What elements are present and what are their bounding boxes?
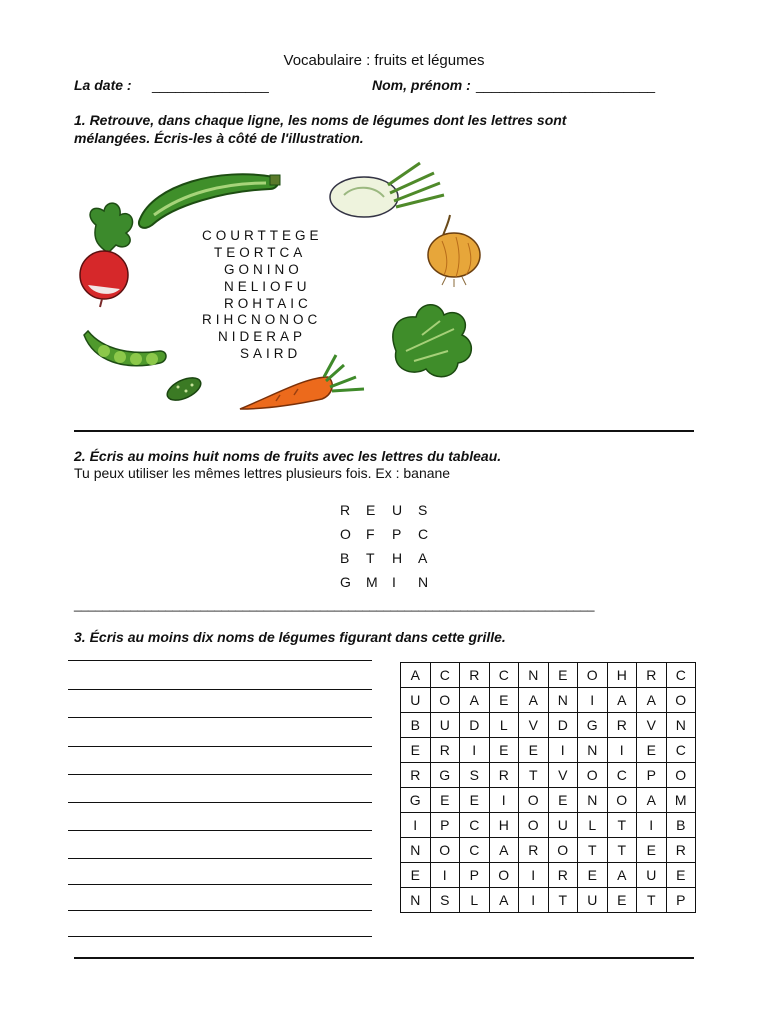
grid-cell[interactable]: C — [430, 663, 460, 688]
grid-cell[interactable]: D — [460, 713, 490, 738]
grid-cell[interactable]: P — [460, 863, 490, 888]
grid-cell[interactable]: N — [548, 688, 578, 713]
letter-cell: P — [392, 526, 402, 542]
grid-row — [401, 688, 696, 713]
grid-row — [401, 788, 696, 813]
grid-cell[interactable]: C — [460, 813, 490, 838]
grid-cell[interactable]: R — [489, 763, 519, 788]
grid-cell[interactable]: E — [519, 738, 549, 763]
grid-row — [401, 888, 696, 913]
grid-cell[interactable]: I — [607, 738, 637, 763]
grid-cell[interactable]: I — [578, 688, 608, 713]
exercise1-instruction-line2: mélangées. Écris-les à côté de l'illustration. — [74, 130, 364, 146]
grid-cell[interactable]: A — [489, 888, 519, 913]
grid-cell[interactable]: T — [637, 888, 667, 913]
grid-cell[interactable]: R — [430, 738, 460, 763]
scrambled-word-2: TEORTCA — [214, 245, 307, 260]
carrot-icon — [240, 355, 364, 409]
grid-cell[interactable]: L — [578, 813, 608, 838]
answer-line[interactable] — [68, 774, 372, 775]
letter-cell: M — [366, 574, 378, 590]
grid-cell[interactable]: E — [430, 788, 460, 813]
grid-cell[interactable]: T — [607, 838, 637, 863]
grid-cell[interactable]: E — [578, 863, 608, 888]
date-blank[interactable]: _______________ — [152, 77, 269, 93]
date-label: La date : — [74, 77, 132, 93]
grid-cell[interactable]: R — [401, 763, 431, 788]
grid-cell[interactable]: R — [666, 838, 696, 863]
letter-cell: U — [392, 502, 403, 518]
name-label: Nom, prénom : — [372, 77, 471, 93]
grid-cell[interactable]: R — [548, 863, 578, 888]
grid-cell[interactable]: T — [519, 763, 549, 788]
bottom-divider — [74, 957, 694, 959]
grid-cell[interactable]: I — [489, 788, 519, 813]
answer-line[interactable] — [68, 858, 372, 859]
grid-cell[interactable]: A — [489, 838, 519, 863]
page-title: Vocabulaire : fruits et légumes — [283, 52, 485, 69]
grid-cell[interactable]: C — [666, 738, 696, 763]
grid-cell[interactable]: I — [401, 813, 431, 838]
grid-row — [401, 863, 696, 888]
scrambled-word-3: GONINO — [224, 262, 303, 277]
answer-line[interactable] — [68, 830, 372, 831]
exercise2-subtext: Tu peux utiliser les mêmes lettres plusieurs fois. Ex : banane — [74, 465, 451, 481]
grid-cell[interactable]: A — [401, 663, 431, 688]
grid-cell[interactable]: U — [637, 863, 667, 888]
grid-cell[interactable]: I — [460, 738, 490, 763]
scrambled-word-5: ROHTAIC — [224, 296, 312, 311]
answer-line[interactable] — [68, 689, 372, 690]
grid-cell[interactable]: G — [401, 788, 431, 813]
grid-cell[interactable]: E — [548, 788, 578, 813]
grid-cell[interactable]: R — [519, 838, 549, 863]
lettuce-icon — [393, 305, 471, 377]
grid-cell[interactable]: T — [548, 888, 578, 913]
grid-row — [401, 663, 696, 688]
grid-cell[interactable]: S — [460, 763, 490, 788]
letters-row — [340, 522, 444, 546]
grid-cell[interactable]: O — [607, 788, 637, 813]
letter-cell: C — [418, 526, 429, 542]
letter-cell: E — [366, 502, 376, 518]
grid-cell[interactable]: C — [607, 763, 637, 788]
grid-cell[interactable]: I — [430, 863, 460, 888]
radish-icon — [80, 203, 133, 307]
letter-cell: H — [392, 550, 403, 566]
fennel-icon — [330, 163, 444, 217]
letter-cell: T — [366, 550, 375, 566]
grid-cell[interactable]: E — [401, 738, 431, 763]
grid-cell[interactable]: N — [666, 713, 696, 738]
grid-cell[interactable]: O — [519, 788, 549, 813]
grid-cell[interactable]: E — [637, 838, 667, 863]
grid-cell[interactable]: O — [578, 663, 608, 688]
grid-cell[interactable]: N — [401, 888, 431, 913]
grid-cell[interactable]: I — [519, 863, 549, 888]
grid-cell[interactable]: E — [666, 863, 696, 888]
grid-cell[interactable]: U — [548, 813, 578, 838]
scrambled-word-1: COURTTEGE — [202, 228, 323, 243]
exercise3-instruction: 3. Écris au moins dix noms de légumes figurant dans cette grille. — [74, 629, 506, 645]
grid-cell[interactable]: E — [489, 688, 519, 713]
answer-line[interactable] — [68, 936, 372, 937]
letter-cell: I — [392, 574, 396, 590]
grid-cell[interactable]: H — [607, 663, 637, 688]
answer-line[interactable] — [68, 910, 372, 911]
letters-row — [340, 570, 444, 594]
grid-cell[interactable]: C — [489, 663, 519, 688]
grid-cell[interactable]: P — [637, 763, 667, 788]
letter-cell: S — [418, 502, 428, 518]
grid-cell[interactable]: O — [430, 838, 460, 863]
grid-cell[interactable]: N — [401, 838, 431, 863]
grid-cell[interactable]: N — [578, 788, 608, 813]
grid-cell[interactable]: O — [666, 763, 696, 788]
answer-line[interactable] — [68, 746, 372, 747]
grid-cell[interactable]: T — [578, 838, 608, 863]
name-blank[interactable]: _______________________ — [476, 77, 656, 93]
grid-cell[interactable]: E — [460, 788, 490, 813]
grid-cell[interactable]: A — [637, 788, 667, 813]
letters-row — [340, 498, 444, 522]
grid-cell[interactable]: G — [578, 713, 608, 738]
scrambled-word-6: RIHCNONOC — [202, 312, 322, 327]
letters-row — [340, 546, 444, 570]
grid-row — [401, 813, 696, 838]
grid-cell[interactable]: U — [430, 713, 460, 738]
grid-cell[interactable]: P — [430, 813, 460, 838]
fruit-letters-table — [340, 498, 444, 594]
grid-cell[interactable]: G — [430, 763, 460, 788]
section-divider — [74, 430, 694, 432]
answer-line[interactable] — [68, 884, 372, 885]
scrambled-word-4: NELIOFU — [224, 279, 311, 294]
grid-cell[interactable]: L — [489, 713, 519, 738]
pickle-icon — [164, 373, 204, 405]
letter-cell: F — [366, 526, 375, 542]
grid-cell[interactable]: L — [460, 888, 490, 913]
exercise2-answer-line[interactable]: __________________________________________________________________________ — [74, 597, 595, 612]
grid-row — [401, 838, 696, 863]
grid-cell[interactable]: T — [607, 813, 637, 838]
grid-cell[interactable]: O — [430, 688, 460, 713]
grid-cell[interactable]: D — [548, 713, 578, 738]
letter-cell: A — [418, 550, 428, 566]
grid-cell[interactable]: I — [519, 888, 549, 913]
grid-cell[interactable]: A — [607, 688, 637, 713]
grid-cell[interactable]: O — [519, 813, 549, 838]
answer-line[interactable] — [68, 717, 372, 718]
grid-cell[interactable]: E — [607, 888, 637, 913]
grid-cell[interactable]: H — [489, 813, 519, 838]
grid-cell[interactable]: A — [607, 863, 637, 888]
letter-cell: G — [340, 574, 351, 590]
grid-cell[interactable]: V — [548, 763, 578, 788]
grid-cell[interactable]: U — [401, 688, 431, 713]
grid-cell[interactable]: V — [637, 713, 667, 738]
peas-icon — [84, 331, 166, 366]
grid-cell[interactable]: A — [519, 688, 549, 713]
grid-cell[interactable]: O — [666, 688, 696, 713]
grid-cell[interactable]: R — [607, 713, 637, 738]
grid-cell[interactable]: E — [489, 738, 519, 763]
grid-cell[interactable]: A — [460, 688, 490, 713]
grid-row — [401, 738, 696, 763]
grid-cell[interactable]: U — [578, 888, 608, 913]
grid-cell[interactable]: C — [460, 838, 490, 863]
grid-cell[interactable]: R — [460, 663, 490, 688]
zucchini-icon — [139, 174, 280, 228]
grid-cell[interactable]: I — [637, 813, 667, 838]
exercise1-instruction-line1: 1. Retrouve, dans chaque ligne, les noms de légumes dont les lettres sont — [74, 112, 567, 128]
grid-cell[interactable]: N — [578, 738, 608, 763]
letter-cell: B — [340, 550, 350, 566]
grid-cell[interactable]: M — [666, 788, 696, 813]
grid-cell[interactable]: C — [666, 663, 696, 688]
grid-cell[interactable]: E — [401, 863, 431, 888]
grid-cell[interactable]: E — [548, 663, 578, 688]
grid-cell[interactable]: E — [637, 738, 667, 763]
grid-cell[interactable]: P — [666, 888, 696, 913]
grid-cell[interactable]: B — [666, 813, 696, 838]
grid-cell[interactable]: S — [430, 888, 460, 913]
grid-cell[interactable]: R — [637, 663, 667, 688]
onion-icon — [428, 215, 480, 287]
grid-row — [401, 713, 696, 738]
word-search-grid — [400, 662, 696, 913]
letter-cell: O — [340, 526, 351, 542]
grid-cell[interactable]: O — [548, 838, 578, 863]
letter-cell: R — [340, 502, 351, 518]
grid-row — [401, 763, 696, 788]
answer-line[interactable] — [68, 660, 372, 661]
letter-cell: N — [418, 574, 429, 590]
grid-cell[interactable]: A — [637, 688, 667, 713]
scrambled-word-7: NIDERAP — [218, 329, 307, 344]
exercise2-instruction: 2. Écris au moins huit noms de fruits avec les lettres du tableau. — [74, 448, 502, 464]
grid-cell[interactable]: V — [519, 713, 549, 738]
grid-cell[interactable]: O — [489, 863, 519, 888]
grid-cell[interactable]: N — [519, 663, 549, 688]
scrambled-word-8: SAIRD — [240, 346, 302, 361]
answer-line[interactable] — [68, 802, 372, 803]
grid-cell[interactable]: B — [401, 713, 431, 738]
grid-cell[interactable]: I — [548, 738, 578, 763]
grid-cell[interactable]: O — [578, 763, 608, 788]
